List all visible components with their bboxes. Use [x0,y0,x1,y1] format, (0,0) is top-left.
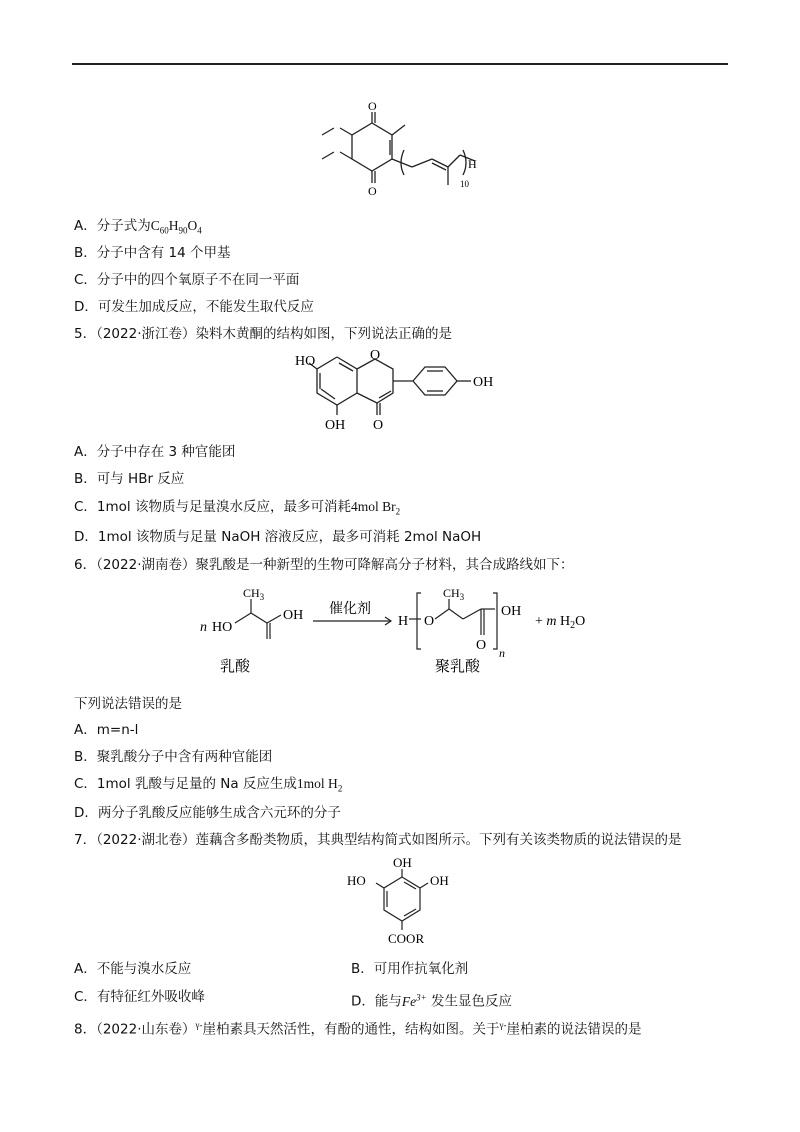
q6-reactant-oh: OH [283,608,304,623]
q6-reactant-ho: HO [212,620,233,635]
q6-reaction-scheme [195,585,615,685]
q7-option-d-prefix: D．能与 [351,993,402,1010]
q5-option-c-value: 4mol $Br_2$ [350,499,401,517]
q6-reactant-ch3: $CH_3$ [243,586,265,602]
q6-byproduct: + m $H_2O$ [535,614,586,631]
q5-option-c-text: C．1mol 该物质与足量溴水反应，最多可消耗 [74,499,351,515]
q8-stem-mid2: 崖柏素的说法错误的是 [506,1021,642,1038]
q7-oh-top: OH [393,855,412,870]
q7-iron-ion: $Fe^{3+}$ [401,992,427,1009]
q4-quinone-structure [300,95,500,205]
q5-genistein-structure [295,345,515,435]
header-rule [72,63,728,65]
q6-product-h: H [398,614,409,629]
q6-stem: 6．（2022·湖南卷）聚乳酸是一种新型的生物可降解高分子材料，其合成路线如下： [74,557,574,573]
q7-option-d [351,988,512,1011]
q5-option-c [74,498,400,521]
q6-catalyst-label: 催化剂 [329,602,371,617]
q7-ho-left: HO [347,873,366,888]
q6-coefficient-n: n [200,620,207,635]
q6-sub-stem: 下列说法错误的是 [74,696,182,712]
q5-ring-oxygen: O [370,348,381,363]
q4-repeat-count: 10 [460,179,469,189]
q6-polymer-n: n [499,646,505,660]
q6-reactant-name: 乳酸 [220,659,251,675]
q8-gamma-2: γ- [499,1020,507,1030]
q4-option-c: C．分子中的四个氧原子不在同一平面 [74,272,300,288]
q7-option-b: B．可用作抗氧化剂 [351,961,469,977]
q5-option-b: B．可与 HBr 反应 [74,471,185,487]
q5-keto-oxygen: O [373,418,384,433]
q4-option-a [74,217,202,240]
q7-option-d-suffix: 发生显色反应 [426,993,513,1010]
q4-option-d: D．可发生加成反应，不能发生取代反应 [74,299,314,315]
q5-ho-label: HO [295,354,316,369]
q6-product-oh: OH [501,604,522,619]
q5-option-a: A．分子中存在 3 种官能团 [74,444,236,460]
q5-option-d: D．1mol 该物质与足量 NaOH 溶液反应，最多可消耗 2mol NaOH [74,529,482,545]
q8-stem-mid1: 崖柏素具天然活性，有酚的通性，结构如图。关于 [202,1021,500,1038]
q4-formula: $C_{60}H_{90}O_4$ [150,218,202,236]
q5-stem: 5．（2022·浙江卷）染料木黄酮的结构如图，下列说法正确的是 [74,326,452,342]
q4-terminal-h: H [468,157,477,171]
q6-option-c-text: C．1mol 乳酸与足量的 Na 反应生成 [74,776,297,792]
q6-option-d: D．两分子乳酸反应能够生成含六元环的分子 [74,805,341,821]
q7-coor: COOR [388,931,425,945]
q8-stem [74,1016,641,1039]
q7-option-c: C．有特征红外吸收峰 [74,989,205,1005]
q6-option-b: B．聚乳酸分子中含有两种官能团 [74,749,273,765]
q6-carbonyl-oxygen: O [476,638,487,653]
q8-stem-prefix: 8．（2022·山东卷） [74,1021,196,1038]
q6-option-a: A．m=n-l [74,722,139,738]
q4-oxygen-bottom: O [368,184,377,198]
q4-oxygen-top: O [368,99,377,113]
q6-chain-oxygen: O [424,614,435,629]
q7-oh-right: OH [430,873,449,888]
q8-gamma-1: γ- [195,1020,203,1030]
q7-stem: 7．（2022·湖北卷）莲藕含多酚类物质，其典型结构简式如图所示。下列有关该类物质的说法错误的是 [74,832,682,848]
q5-oh-bottom: OH [325,418,346,433]
q6-product-ch3: $CH_3$ [443,586,465,602]
q6-option-c-value: 1mol $H_2$ [296,776,343,794]
q4-option-a-label: A．分子式为 [74,218,151,234]
q5-oh-right: OH [473,375,494,390]
q7-option-a: A．不能与溴水反应 [74,961,192,977]
q4-option-b: B．分子中含有 14 个甲基 [74,245,231,261]
q7-polyphenol-structure [342,855,462,945]
q6-product-name: 聚乳酸 [435,659,481,675]
q6-option-c [74,775,342,798]
